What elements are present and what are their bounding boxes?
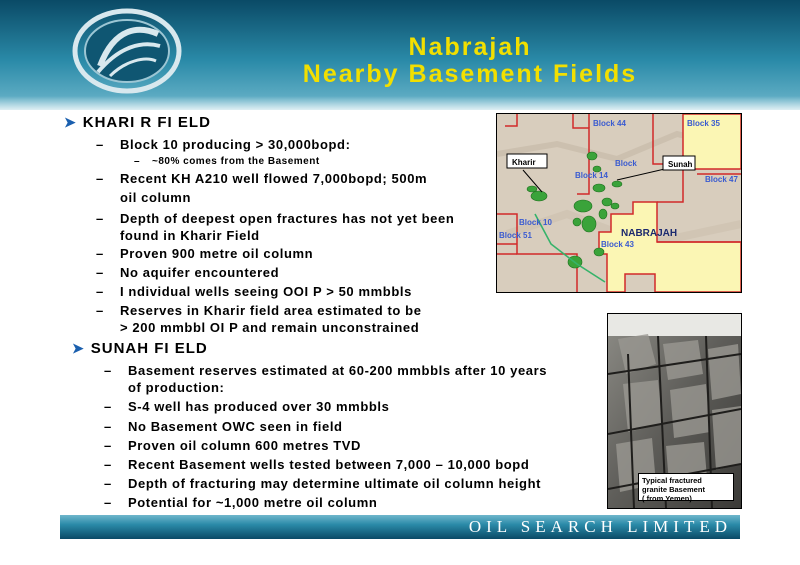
- block-14-label: Block 14: [575, 171, 608, 180]
- kharir-bullet-7: [96, 302, 422, 319]
- bullet-text: Reserves in Kharir field area estimated to be: [120, 303, 422, 318]
- kharir-callout: Kharir: [512, 158, 536, 167]
- dash: –: [104, 476, 112, 491]
- arrow-bullet-icon: ➤: [64, 114, 77, 130]
- sunah-bullet-2: [104, 398, 390, 415]
- kharir-bullet-3: [96, 210, 455, 227]
- dash: –: [134, 156, 141, 167]
- block-partial-label: Block: [615, 159, 637, 168]
- dash: –: [96, 171, 104, 186]
- sunah-bullet-1: [104, 362, 548, 379]
- kharir-bullet-2: [96, 170, 428, 187]
- block-map: [496, 113, 742, 293]
- bullet-text: No aquifer encountered: [120, 265, 280, 280]
- bullet-text: found in Kharir Field: [120, 228, 260, 243]
- dash: –: [96, 303, 104, 318]
- block-43-label: Block 43: [601, 240, 634, 249]
- dash: –: [96, 246, 104, 261]
- sunah-bullet-1-cont: [128, 379, 225, 396]
- sunah-heading-text: SUNAH FI ELD: [90, 340, 208, 357]
- dash: –: [104, 457, 112, 472]
- arrow-bullet-icon: ➤: [72, 340, 85, 356]
- kharir-bullet-7-cont: [120, 319, 419, 336]
- bullet-text: Block 10 producing > 30,000bopd:: [120, 137, 351, 152]
- bullet-text: Proven oil column 600 metres TVD: [128, 438, 362, 453]
- bullet-text: I ndividual wells seeing OOI P > 50 mmbbls: [120, 284, 412, 299]
- kharir-heading: [64, 114, 211, 131]
- dash: –: [104, 399, 112, 414]
- bullet-text: Basement reserves estimated at 60-200 mmbbls after 10 years: [128, 363, 548, 378]
- kharir-bullet-2-cont: [120, 189, 191, 206]
- bullet-text: > 200 mmbbl OI P and remain unconstrained: [120, 320, 420, 335]
- dash: –: [104, 438, 112, 453]
- bullet-text: oil column: [120, 190, 191, 205]
- dash: –: [96, 137, 104, 152]
- photo-caption: [638, 473, 734, 501]
- sunah-heading: [72, 340, 208, 357]
- title-line-1: Nabrajah: [408, 33, 532, 61]
- bullet-text: Depth of deepest open fractures has not yet been: [120, 211, 455, 226]
- sunah-bullet-3: [104, 418, 343, 435]
- kharir-heading-text: KHARI R FI ELD: [82, 114, 211, 131]
- block-44-label: Block 44: [593, 119, 626, 128]
- sub-bullet-text: ~80% comes from the Basement: [152, 156, 320, 167]
- sunah-bullet-4: [104, 437, 362, 454]
- sunah-bullet-6: [104, 475, 542, 492]
- bullet-text: Depth of fracturing may determine ultimate oil column height: [128, 476, 542, 491]
- footer-banner: [60, 515, 740, 539]
- dash: –: [104, 419, 112, 434]
- dash: –: [96, 284, 104, 299]
- bullet-text: Proven 900 metre oil column: [120, 246, 314, 261]
- sunah-callout: Sunah: [668, 160, 693, 169]
- caption-line-2: granite Basement: [642, 485, 705, 494]
- caption-line-1: Typical fractured: [642, 476, 702, 485]
- bullet-text: S-4 well has produced over 30 mmbbls: [128, 399, 390, 414]
- bullet-text: Recent Basement wells tested between 7,000 – 10,000 bopd: [128, 457, 530, 472]
- kharir-sub-bullet: [134, 156, 320, 167]
- kharir-bullet-4: [96, 245, 314, 262]
- bullet-text: Potential for ~1,000 metre oil column: [128, 495, 378, 510]
- dash: –: [96, 265, 104, 280]
- title-line-2: Nearby Basement Fields: [302, 60, 638, 88]
- dash: –: [104, 495, 112, 510]
- block-35-label: Block 35: [687, 119, 720, 128]
- block-51-label: Block 51: [499, 231, 532, 240]
- block-map-svg: [497, 114, 741, 292]
- caption-line-3: ( from Yemen): [642, 494, 692, 503]
- bullet-text: No Basement OWC seen in field: [128, 419, 343, 434]
- dash: –: [96, 211, 104, 226]
- kharir-bullet-3-cont: [120, 227, 260, 244]
- kharir-bullet-5: [96, 264, 280, 281]
- sunah-bullet-5: [104, 456, 530, 473]
- bullet-text: Recent KH A210 well flowed 7,000bopd; 500m: [120, 171, 428, 186]
- kharir-bullet-1: [96, 136, 351, 153]
- company-name: OIL SEARCH LIMITED: [468, 517, 732, 536]
- dash: –: [104, 363, 112, 378]
- nabrajah-label: NABRAJAH: [621, 228, 678, 239]
- block-10-label: Block 10: [519, 218, 552, 227]
- sunah-bullet-7: [104, 494, 378, 511]
- bullet-text: of production:: [128, 380, 225, 395]
- kharir-bullet-6: [96, 283, 412, 300]
- block-47-label: Block 47: [705, 175, 738, 184]
